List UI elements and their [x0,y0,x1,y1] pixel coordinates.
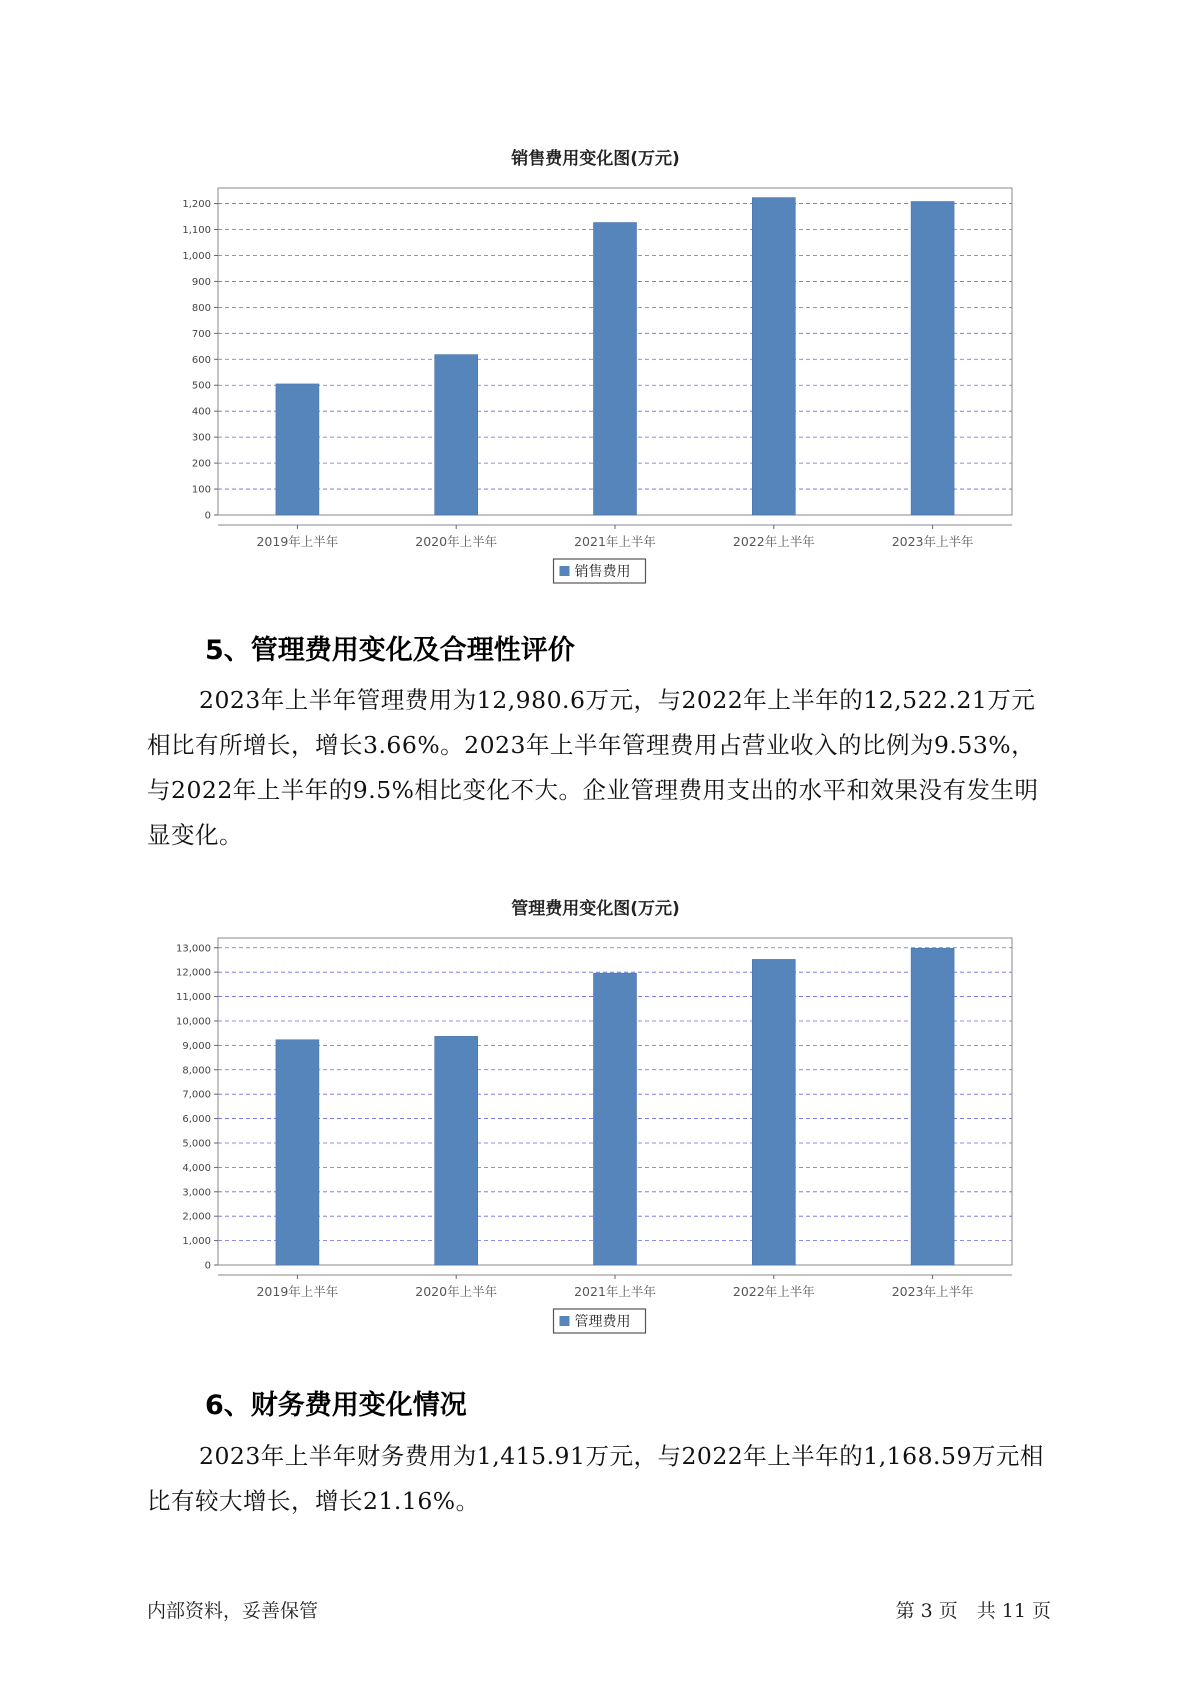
x-tick-label: 2019年上半年 [256,534,339,549]
y-tick-label: 900 [191,276,211,288]
y-tick-label: 1,000 [182,1236,211,1248]
y-tick-label: 1,000 [182,250,211,262]
bar [276,384,319,515]
legend-swatch [560,1316,570,1326]
bar [435,1036,478,1265]
y-tick-label: 10,000 [176,1016,211,1028]
y-tick-label: 300 [191,432,211,444]
legend-label: 管理费用 [574,1314,631,1330]
x-tick-label: 2022年上半年 [732,1284,815,1299]
section-6-paragraph: 2023年上半年财务费用为1,415.91万元，与2022年上半年的1,168.59万元相比有较大增长，增长21.16%。 [147,1442,1044,1515]
y-tick-label: 100 [191,484,211,496]
section-6-heading: 6、财务费用变化情况 [205,1390,467,1421]
y-tick-label: 6,000 [182,1114,211,1126]
bar [435,355,478,515]
y-tick-label: 800 [191,302,211,314]
section-5-heading: 5、管理费用变化及合理性评价 [205,635,575,666]
bar [594,223,637,515]
legend-swatch [560,566,570,576]
y-tick-label: 600 [191,354,211,366]
legend-label: 销售费用 [574,564,631,580]
y-tick-label: 11,000 [176,992,211,1004]
bar [752,198,795,515]
x-tick-label: 2019年上半年 [256,1284,339,1299]
y-tick-label: 1,100 [182,225,211,237]
bar [752,959,795,1265]
section-5-paragraph: 2023年上半年管理费用为12,980.6万元，与2022年上半年的12,522.21万元相比有所增长，增长3.66%。2023年上半年管理费用占营业收入的比例为9.53%，与2022年上半年的9.5%相比变化不大。企业管理费用支出的水平和效果没有发生明显变化。 [147,686,1039,849]
bar [911,948,954,1265]
y-tick-label: 0 [204,1260,211,1272]
bar [276,1040,319,1265]
y-tick-label: 700 [191,328,211,340]
chart-title-management: 管理费用变化图(万元) [511,899,680,919]
y-tick-label: 0 [204,510,211,522]
y-tick-label: 13,000 [176,943,211,955]
x-tick-label: 2023年上半年 [891,1284,974,1299]
y-tick-label: 2,000 [182,1211,211,1223]
y-tick-label: 4,000 [182,1162,211,1174]
management-expense-chart [0,930,1191,1350]
y-tick-label: 5,000 [182,1138,211,1150]
x-tick-label: 2020年上半年 [415,1284,498,1299]
chart-title-sales: 销售费用变化图(万元) [511,149,680,169]
footer-confidential-note: 内部资料，妥善保管 [147,1600,319,1622]
x-tick-label: 2022年上半年 [732,534,815,549]
y-tick-label: 200 [191,458,211,470]
y-tick-label: 500 [191,380,211,392]
x-tick-label: 2021年上半年 [574,1284,656,1299]
x-tick-label: 2023年上半年 [891,534,974,549]
y-tick-label: 7,000 [182,1089,211,1101]
y-tick-label: 8,000 [182,1065,211,1077]
x-tick-label: 2020年上半年 [415,534,498,549]
x-tick-label: 2021年上半年 [574,534,656,549]
footer-page-number: 第 3 页 共 11 页 [895,1600,1051,1622]
y-tick-label: 3,000 [182,1187,211,1199]
bar [594,973,637,1265]
y-tick-label: 9,000 [182,1040,211,1052]
y-tick-label: 12,000 [176,967,211,979]
bar [911,201,954,515]
sales-expense-chart [0,180,1191,600]
y-tick-label: 400 [191,406,211,418]
y-tick-label: 1,200 [182,199,211,211]
